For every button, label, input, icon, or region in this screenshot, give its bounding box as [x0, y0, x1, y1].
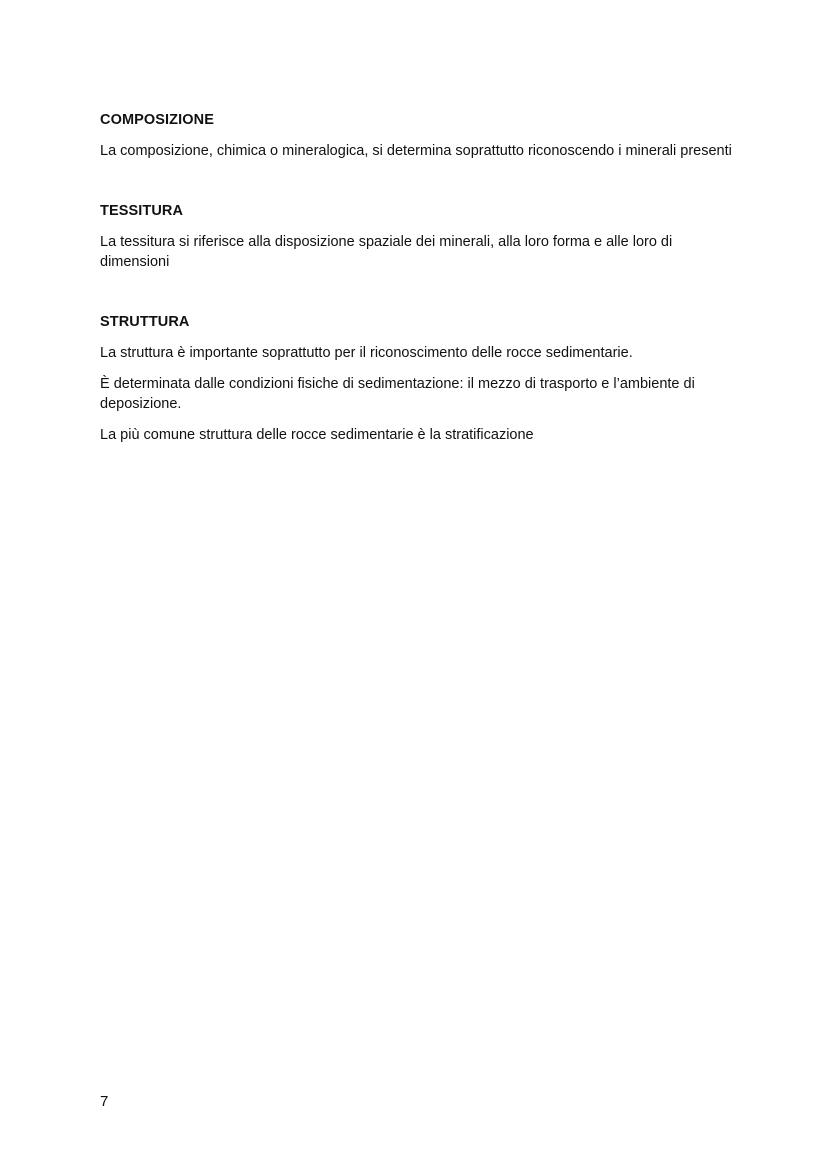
- section-tessitura: [100, 202, 740, 272]
- page-number: 7: [100, 1093, 109, 1110]
- section-paragraph: La struttura è importante soprattutto per il riconoscimento delle rocce sedimentarie.: [100, 345, 633, 361]
- section-paragraph: La più comune struttura delle rocce sedimentarie è la stratificazione: [100, 427, 534, 443]
- section-paragraph: È determinata dalle condizioni fisiche di sedimentazione: il mezzo di trasporto e l’ambiente di deposizione.: [100, 376, 695, 412]
- section-struttura: [100, 313, 740, 445]
- section-composizione: [100, 111, 740, 161]
- section-paragraph: La composizione, chimica o mineralogica, si determina soprattutto riconoscendo i minerali presenti: [100, 143, 732, 159]
- section-heading: COMPOSIZIONE: [100, 112, 214, 128]
- section-heading: STRUTTURA: [100, 314, 190, 330]
- section-paragraph: La tessitura si riferisce alla disposizione spaziale dei minerali, alla loro forma e alle loro di dimensioni: [100, 234, 673, 270]
- section-heading: TESSITURA: [100, 203, 184, 219]
- page-content: [100, 111, 740, 445]
